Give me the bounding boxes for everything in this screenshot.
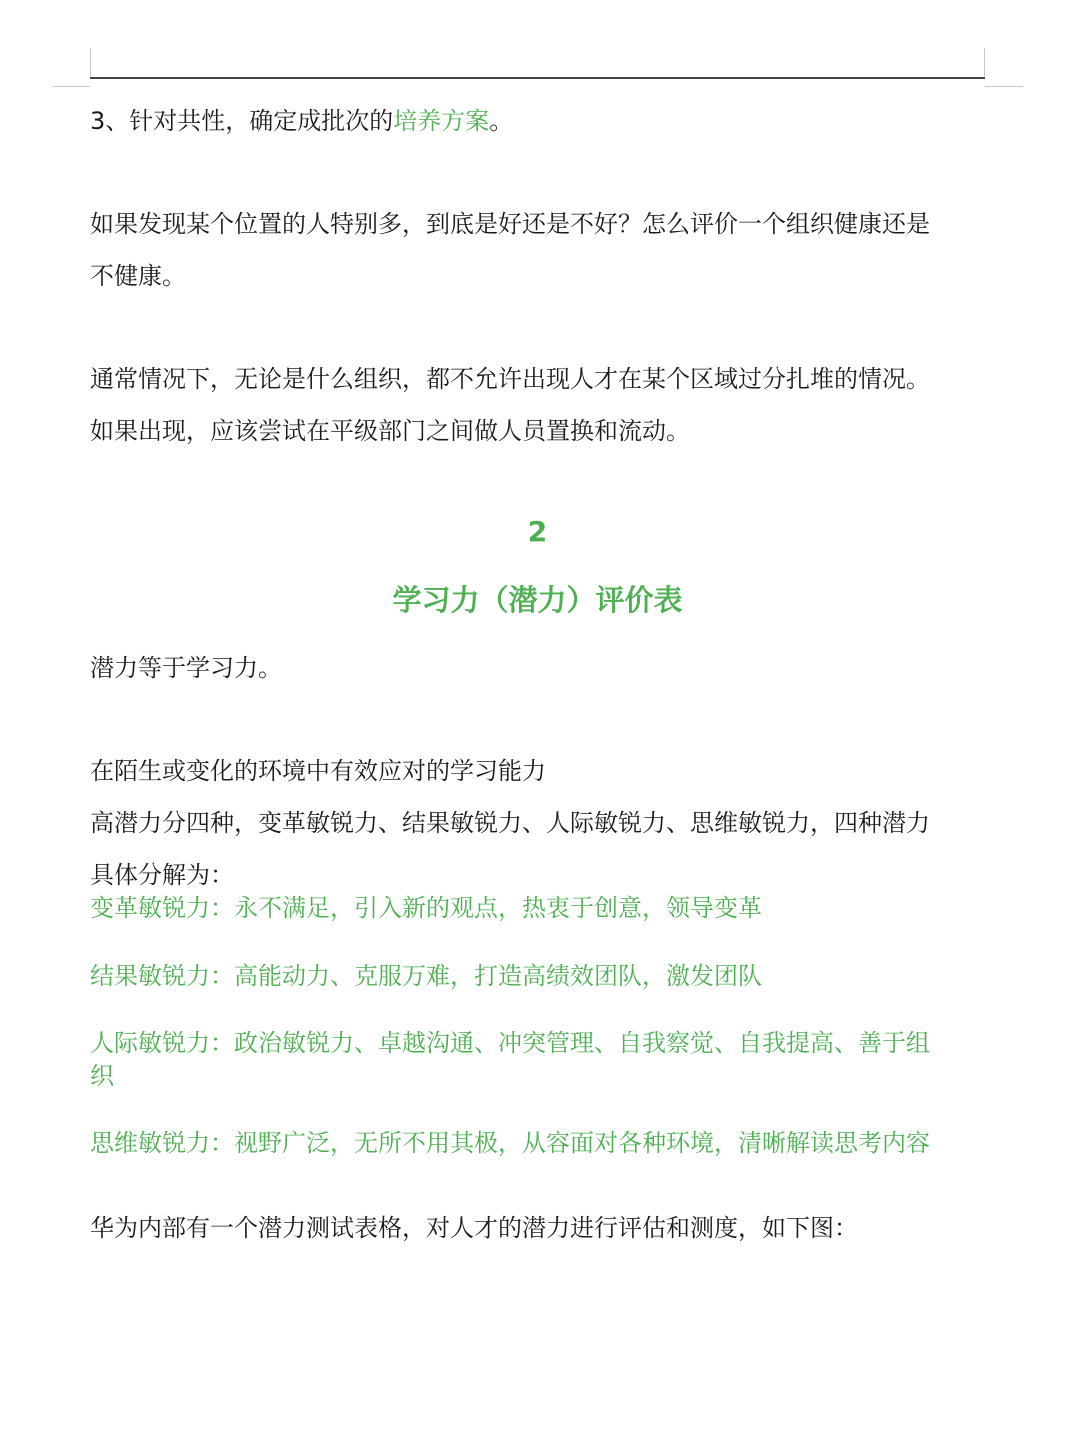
people-agility-item-line1: 人际敏锐力：政治敏锐力、卓越沟通、冲突管理、自我察觉、自我提高、善于组 <box>90 1029 930 1057</box>
people-agility-item-line2: 织 <box>90 1062 114 1090</box>
closing-text: 华为内部有一个潜力测试表格，对人才的潜力进行评估和测度，如下图： <box>90 1214 858 1242</box>
intro-text: 潜力等于学习力。 <box>90 654 282 682</box>
crop-mark-right-vertical <box>984 48 985 78</box>
paragraph-talent-cluster-line1: 通常情况下，无论是什么组织，都不允许出现人才在某个区域过分扎堆的情况。 <box>90 365 930 393</box>
header-rule <box>90 77 985 79</box>
training-plan-text: 3、针对共性，确定成批次的 <box>90 107 394 135</box>
section-number: 2 <box>527 515 548 548</box>
paragraph-talent-cluster-line2: 如果出现，应该尝试在平级部门之间做人员置换和流动。 <box>90 417 690 445</box>
paragraph-health-question-line2: 不健康。 <box>90 262 186 290</box>
change-agility-item: 变革敏锐力：永不满足，引入新的观点，热衷于创意，领导变革 <box>90 894 762 922</box>
agility-types-line2: 具体分解为： <box>90 861 234 889</box>
training-plan-suffix: 。 <box>489 107 514 135</box>
training-plan-highlight: 培养方案 <box>393 107 490 135</box>
crop-mark-right-horizontal <box>985 86 1023 87</box>
crop-mark-left-vertical <box>90 48 91 78</box>
definition-text: 在陌生或变化的环境中有效应对的学习能力 <box>90 757 546 785</box>
results-agility-item: 结果敏锐力：高能动力、克服万难，打造高绩效团队，激发团队 <box>90 962 762 990</box>
mental-agility-item: 思维敏锐力：视野广泛，无所不用其极，从容面对各种环境，清晰解读思考内容 <box>90 1129 930 1157</box>
paragraph-training-plan <box>90 105 513 137</box>
crop-mark-left-horizontal <box>52 86 90 87</box>
agility-types-line1: 高潜力分四种，变革敏锐力、结果敏锐力、人际敏锐力、思维敏锐力，四种潜力 <box>90 809 930 837</box>
paragraph-health-question-line1: 如果发现某个位置的人特别多，到底是好还是不好？怎么评价一个组织健康还是 <box>90 210 930 238</box>
section-title: 学习力（潜力）评价表 <box>392 583 683 617</box>
